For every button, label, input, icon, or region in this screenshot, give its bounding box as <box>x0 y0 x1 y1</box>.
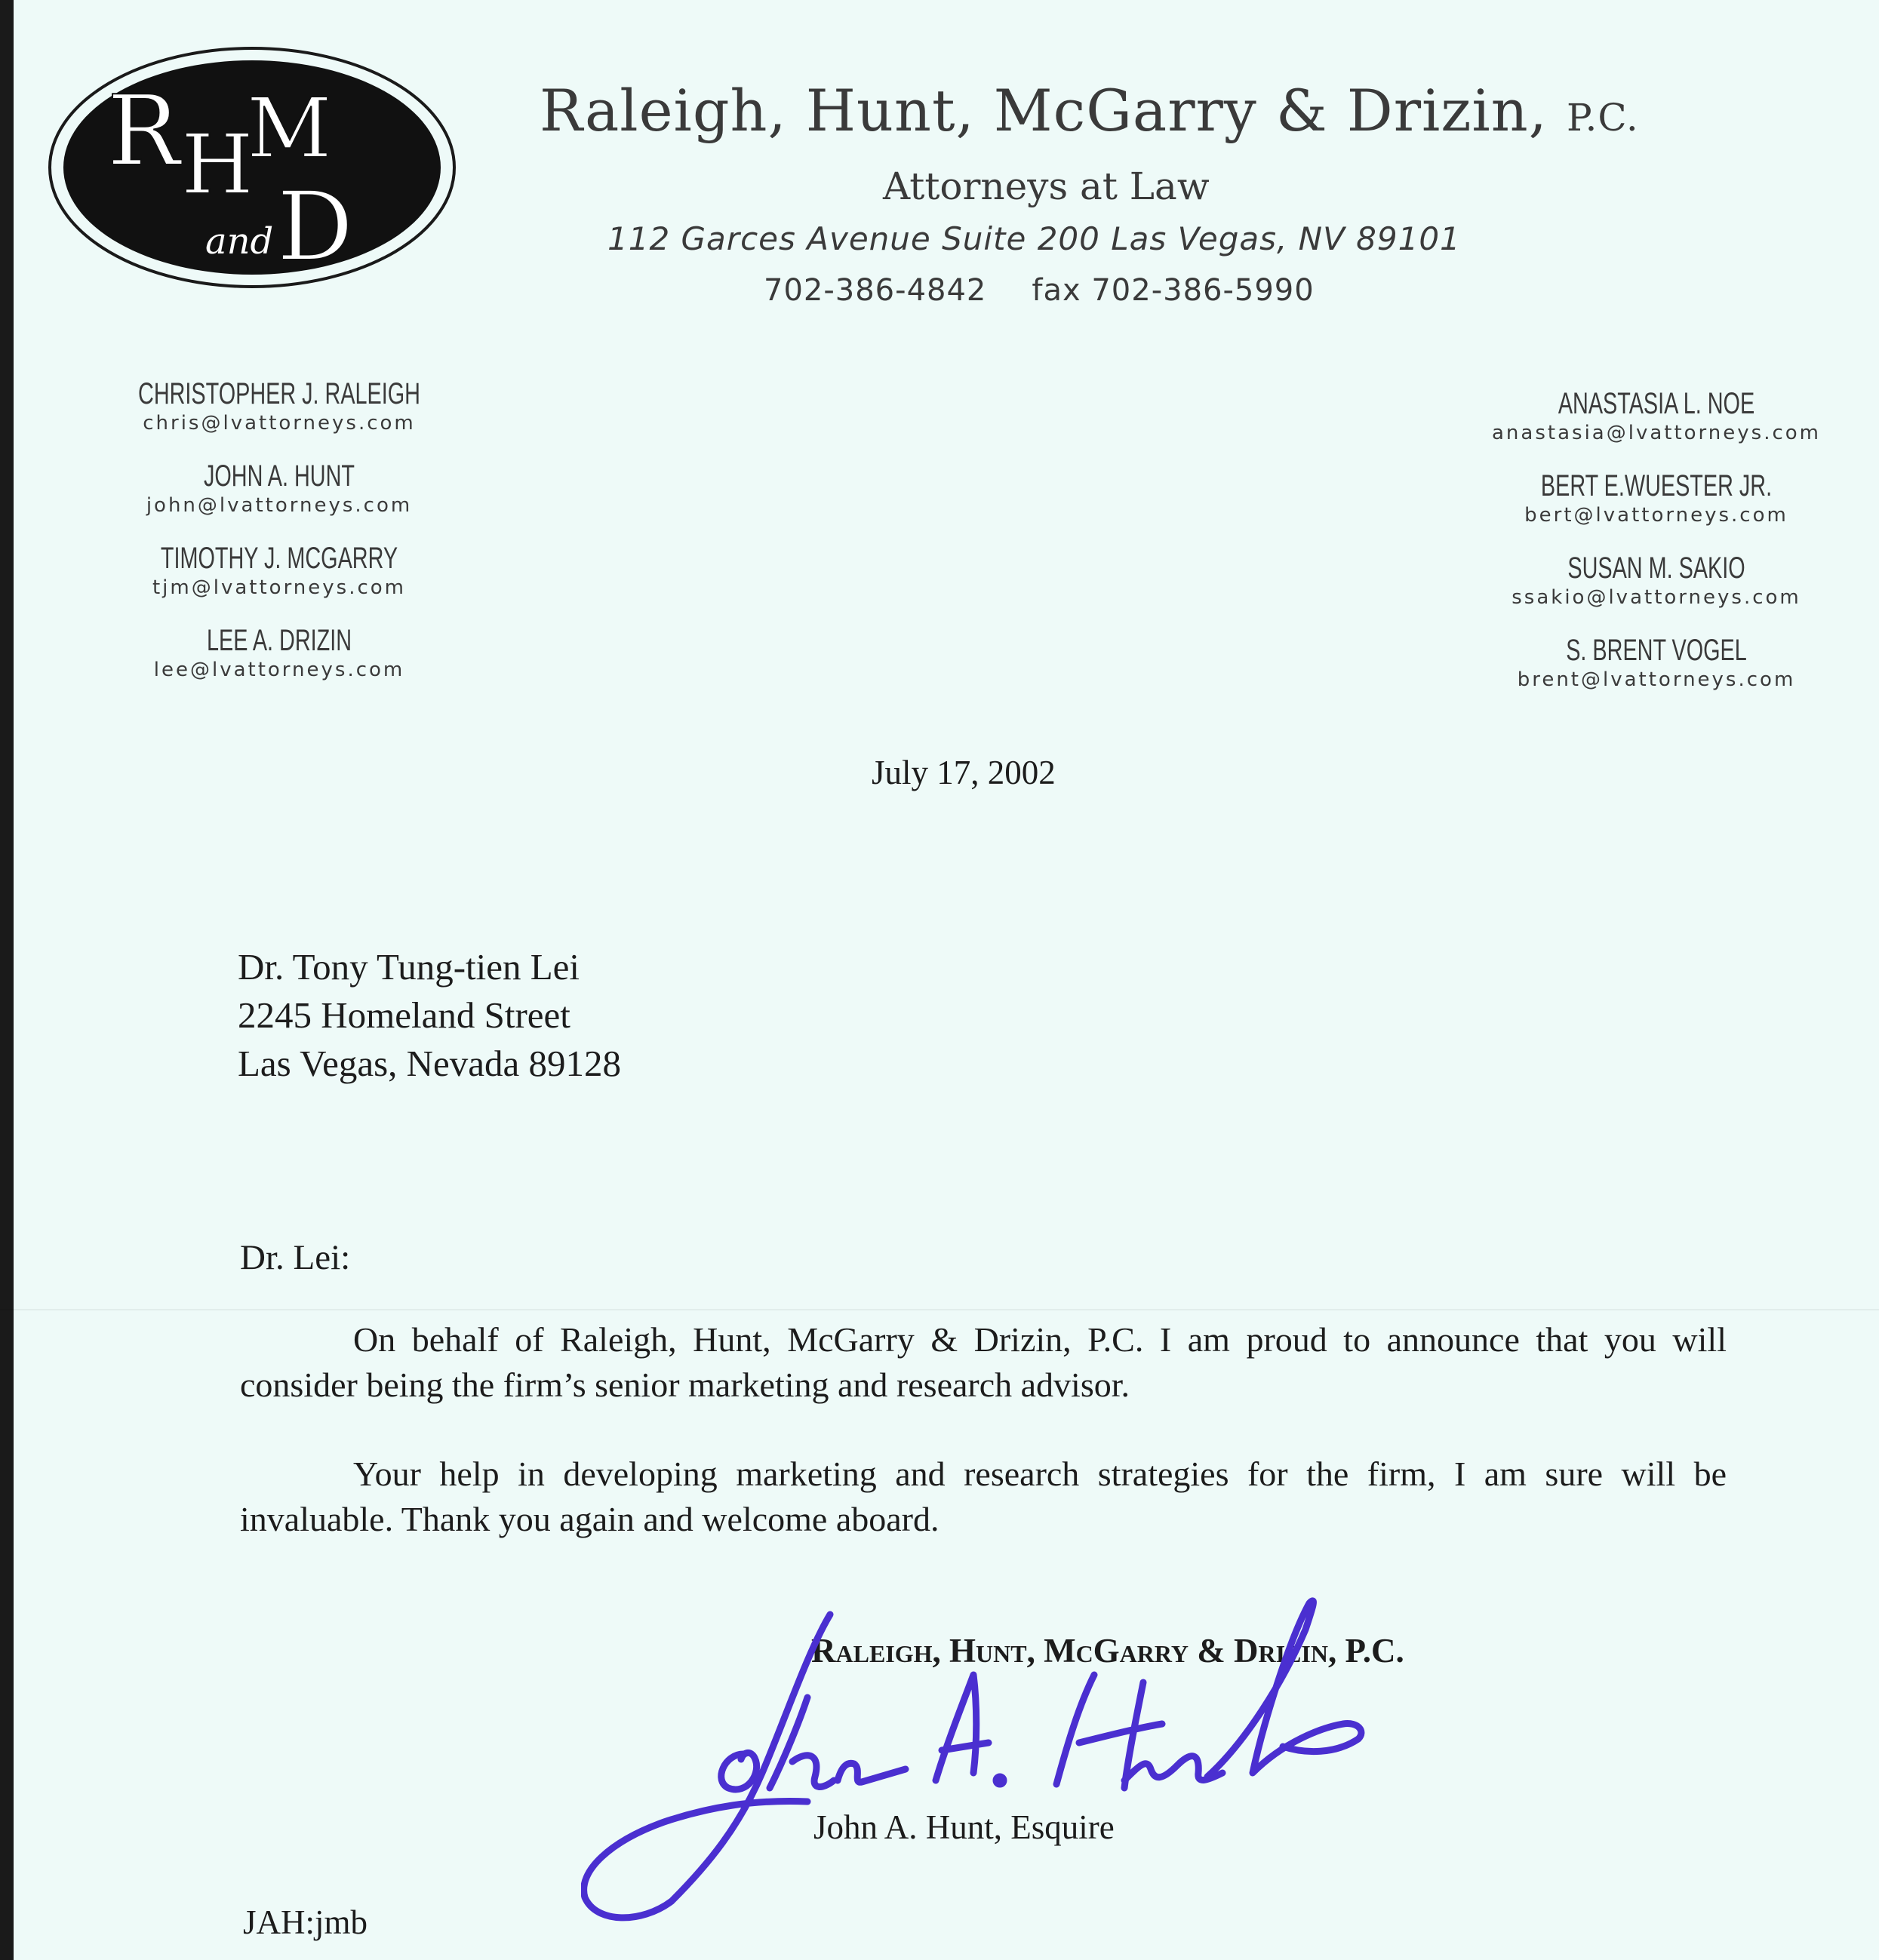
attorney-email: brent@lvattorneys.com <box>1517 668 1796 691</box>
fold-line <box>0 1309 1879 1310</box>
attorney-email: ssakio@lvattorneys.com <box>1512 586 1801 609</box>
attorney-entry <box>68 459 491 542</box>
logo-letter-h: H <box>181 116 254 213</box>
attorney-name: ANASTASIA L. NOE <box>1558 387 1755 420</box>
attorney-name: JOHN A. HUNT <box>203 459 355 493</box>
letterhead-fax: fax 702-386-5990 <box>1032 273 1315 308</box>
attorney-name: CHRISTOPHER J. RALEIGH <box>138 377 420 410</box>
attorney-entry <box>1445 634 1868 716</box>
attorney-email: john@lvattorneys.com <box>146 494 413 517</box>
attorney-name: LEE A. DRIZIN <box>206 624 352 657</box>
letterhead-tagline: Attorneys at Law <box>883 164 1210 208</box>
letterhead-phone: 702-386-4842 <box>764 273 987 308</box>
scan-edge <box>0 0 14 1960</box>
salutation: Dr. Lei: <box>240 1238 351 1277</box>
logo-letter-r: R <box>107 75 180 188</box>
signer-name: John A. Hunt, Esquire <box>813 1808 1115 1846</box>
firm-logo <box>47 45 458 290</box>
recipient-city: Las Vegas, Nevada 89128 <box>238 1043 622 1084</box>
firm-name-text: Raleigh, Hunt, McGarry & Drizin, <box>540 77 1548 144</box>
logo-letter-d: D <box>277 171 354 282</box>
letterhead-firm-name <box>540 77 1639 144</box>
attorney-entry <box>68 624 491 706</box>
attorney-entry <box>1445 551 1868 634</box>
attorney-email: tjm@lvattorneys.com <box>152 576 407 599</box>
attorney-list-right <box>1445 387 1868 716</box>
attorney-name: S. BRENT VOGEL <box>1566 634 1747 667</box>
letterhead-address: 112 Garces Avenue Suite 200 Las Vegas, NV 89101 <box>607 220 1461 257</box>
recipient-street: 2245 Homeland Street <box>238 994 570 1036</box>
body-paragraph-2: Your help in developing marketing and research strategies for the firm, I am sure will be invaluable. Thank you again and welcome aboard. <box>240 1455 1727 1538</box>
attorney-email: lee@lvattorneys.com <box>153 659 405 681</box>
attorney-name: TIMOTHY J. MCGARRY <box>160 542 398 575</box>
logo-letter-m: M <box>247 80 332 177</box>
attorney-name: SUSAN M. SAKIO <box>1567 551 1745 585</box>
attorney-list-left <box>68 377 491 706</box>
attorney-entry <box>68 542 491 624</box>
recipient-address <box>238 943 621 1088</box>
attorney-name: BERT E.WUESTER JR. <box>1540 469 1773 502</box>
closing-firm-name: Raleigh, Hunt, McGarry & Drizin, P.C. <box>811 1632 1404 1670</box>
attorney-email: chris@lvattorneys.com <box>143 412 416 435</box>
attorney-entry <box>1445 469 1868 551</box>
attorney-entry <box>1445 387 1868 469</box>
letterhead-contact <box>764 273 1315 308</box>
attorney-email: bert@lvattorneys.com <box>1524 504 1788 527</box>
firm-suffix: P.C. <box>1566 96 1639 140</box>
logo-and: and <box>205 220 274 263</box>
typist-initials: JAH:jmb <box>243 1903 368 1941</box>
attorney-email: anastasia@lvattorneys.com <box>1492 422 1821 444</box>
recipient-name: Dr. Tony Tung-tien Lei <box>238 946 580 988</box>
body-paragraph-1: On behalf of Raleigh, Hunt, McGarry & Drizin, P.C. I am proud to announce that you will consider being the firm’s senior marketing and research advisor. <box>240 1320 1727 1404</box>
letter-date: July 17, 2002 <box>872 754 1056 791</box>
attorney-entry <box>68 377 491 459</box>
